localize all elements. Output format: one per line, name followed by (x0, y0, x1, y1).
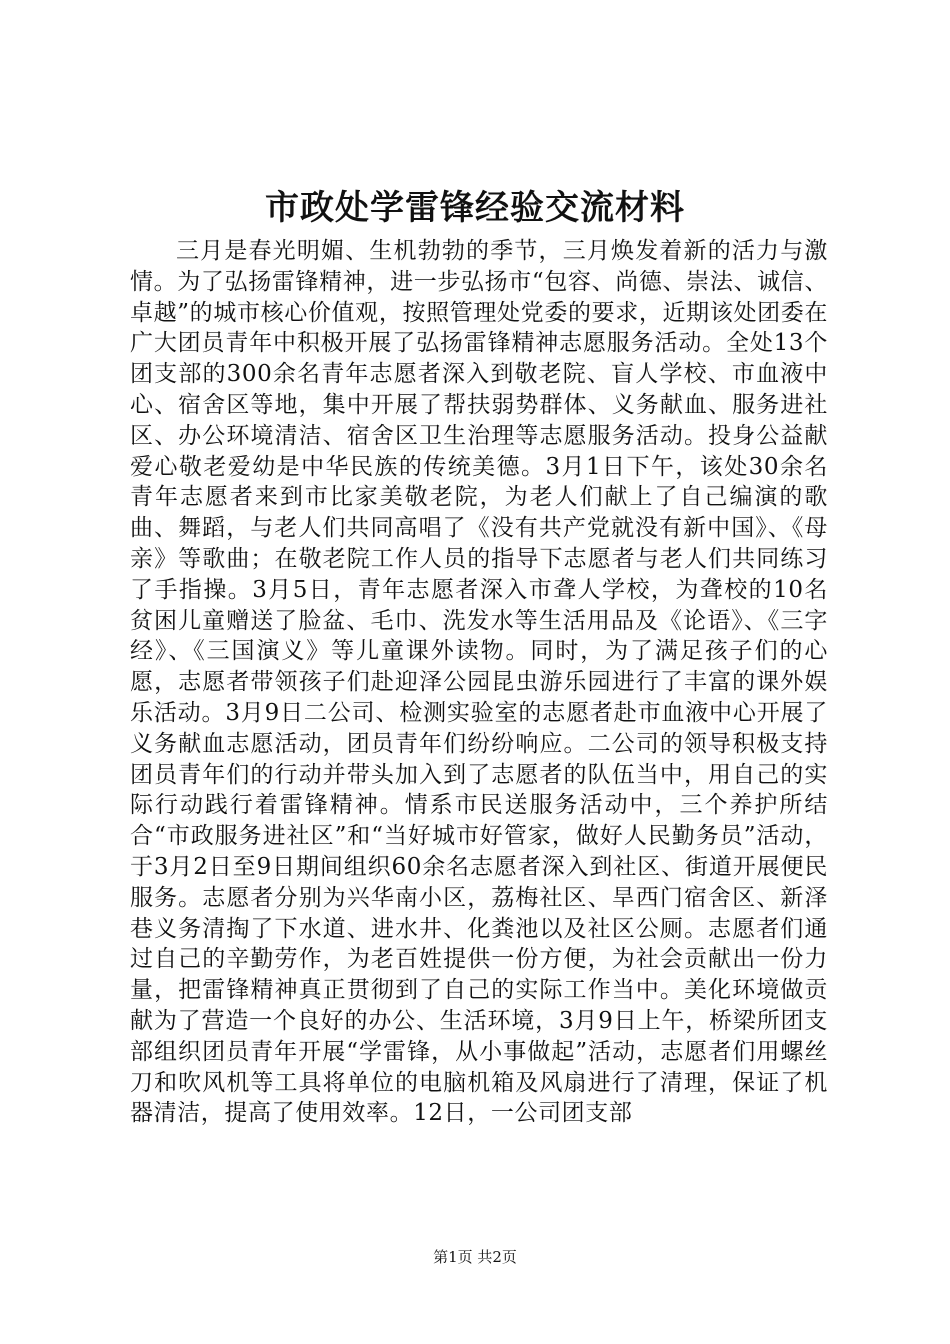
body-paragraph: 三月是春光明媚、生机勃勃的季节，三月焕发着新的活力与激情。为了弘扬雷锋精神，进一步弘扬市“包容、尚德、崇法、诚信、卓越”的城市核心价值观，按照管理处党委的要求，近期该处团委在广大团员青年中积极开展了弘扬雷锋精神志愿服务活动。全处13个团支部的300余名青年志愿者深入到敬老院、盲人学校、市血液中心、宿舍区等地，集中开展了帮扶弱势群体、义务献血、服务进社区、办公环境清洁、宿舍区卫生治理等志愿服务活动。投身公益献爱心敬老爱幼是中华民族的传统美德。3月1日下午，该处30余名青年志愿者来到市比家美敬老院，为老人们献上了自己编演的歌曲、舞蹈，与老人们共同高唱了《没有共产党就没有新中国》、《母亲》等歌曲；在敬老院工作人员的指导下志愿者与老人们共同练习了手指操。3月5日，青年志愿者深入市聋人学校，为聋校的10名贫困儿童赠送了脸盆、毛巾、洗发水等生活用品及《论语》、《三字经》、《三国演义》等儿童课外读物。同时，为了满足孩子们的心愿，志愿者带领孩子们赴迎泽公园昆虫游乐园进行了丰富的课外娱乐活动。3月9日二公司、检测实验室的志愿者赴市血液中心开展了义务献血志愿活动，团员青年们纷纷响应。二公司的领导积极支持团员青年们的行动并带头加入到了志愿者的队伍当中，用自己的实际行动践行着雷锋精神。情系市民送服务活动中，三个养护所结合“市政服务进社区”和“当好城市好管家，做好人民勤务员”活动，于3月2日至9日期间组织60余名志愿者深入到社区、街道开展便民服务。志愿者分别为兴华南小区，荔梅社区、旱西门宿舍区、新泽巷义务清掏了下水道、进水井、化粪池以及社区公厕。志愿者们通过自己的辛勤劳作，为老百姓提供一份方便，为社会贡献出一份力量，把雷锋精神真正贯彻到了自己的实际工作当中。美化环境做贡献为了营造一个良好的办公、生活环境，3月9日上午，桥梁所团支部组织团员青年开展“学雷锋，从小事做起”活动，志愿者们用螺丝刀和吹风机等工具将单位的电脑机箱及风扇进行了清理，保证了机器清洁，提高了使用效率。12日，一公司团支部 (130, 238, 828, 1127)
page-number-footer: 第1页 共2页 (433, 1248, 517, 1266)
document-title: 市政处学雷锋经验交流材料 (265, 188, 685, 228)
